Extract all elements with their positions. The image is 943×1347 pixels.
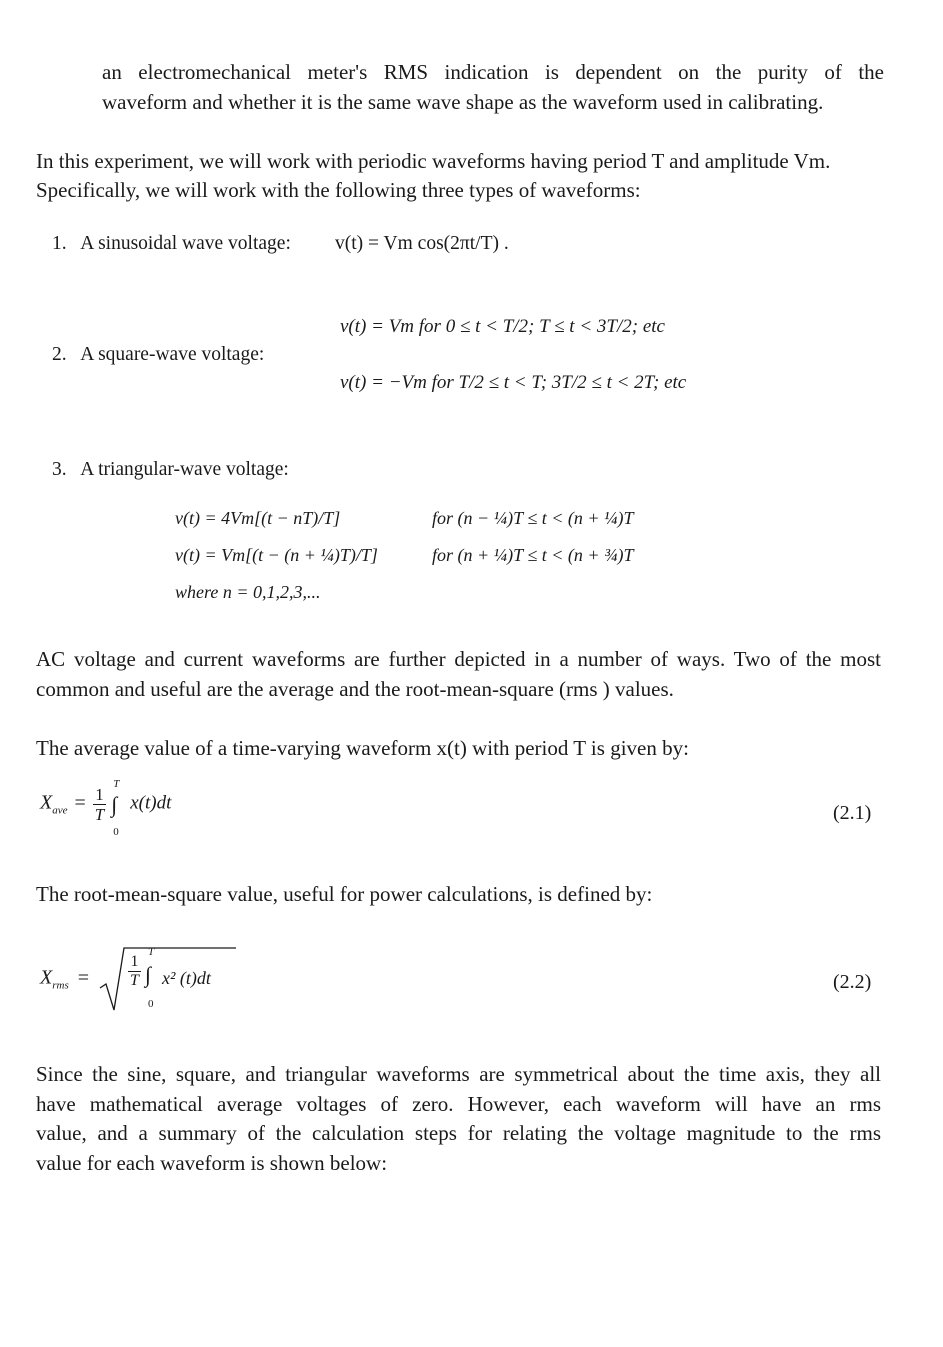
intro-line-2: waveform and whether it is the same wave shape as the waveform used in calibrating. (102, 90, 824, 114)
eq1-fraction: $\frac{1}{T}$ (94, 784, 105, 824)
para5-line-2: have mathematical average voltages of zero. However, each waveform will have an rms (36, 1092, 881, 1116)
eq2-lhs: X (40, 966, 53, 989)
list-number: 1. (52, 233, 67, 254)
eq2-subscript: rms (52, 979, 69, 992)
square-formula-line-1: v(t) = Vm for 0 ≤ t < T/2; T ≤ t < 3T/2; etc (340, 316, 665, 337)
eq1-subscript: ave (52, 804, 68, 817)
para3: The average value of a time-varying waveform x(t) with period T is given by: (36, 736, 689, 760)
list-item-2 (52, 342, 264, 368)
list-label: A square-wave voltage: (80, 344, 265, 365)
para2-line-1: AC voltage and current waveforms are further depicted in a number of ways. Two of the most (36, 647, 881, 671)
list-number: 2. (52, 344, 67, 365)
triangle-formula-1: v(t) = 4Vm[(t − nT)/T] (175, 508, 341, 528)
eq2-integrand: x² (t)dt (162, 968, 211, 988)
list-label: A triangular-wave voltage: (80, 459, 289, 480)
equation-average: $X_{ave}$ = $\frac{1}{T}$ T ∫ 0 x(t)dt (40, 778, 172, 838)
eq2-fraction: $\frac{1}{T}$ (130, 953, 139, 989)
list-item-1 (52, 231, 291, 257)
eq2-number: (2.2) (833, 971, 872, 993)
triangle-condition-1: for (n − ¼)T ≤ t < (n + ¼)T (432, 508, 634, 528)
square-formula-line-2: v(t) = −Vm for T/2 ≤ t < T; 3T/2 ≤ t < 2T; etc (340, 372, 687, 393)
triangle-condition-2: for (n + ¼)T ≤ t < (n + ¾)T (432, 545, 634, 565)
para2-line-2: common and useful are the average and the root-mean-square (rms ) values. (36, 677, 674, 701)
list-item-3 (52, 457, 289, 483)
para1-line-1: In this experiment, we will work with periodic waveforms having period T and amplitude Vm. (36, 149, 831, 173)
integral-symbol: T ∫ 0 (111, 778, 120, 838)
para4: The root-mean-square value, useful for power calculations, is defined by: (36, 882, 653, 906)
list-label: A sinusoidal wave voltage: (80, 233, 291, 254)
equation-rms: $X_{rms}$ = $\frac{1}{T}$ T ∫ 0 x² (t)dt (40, 944, 238, 1024)
intro-line-1: an electromechanical meter's RMS indication is dependent on the purity of the (102, 60, 884, 84)
para5-line-1: Since the sine, square, and triangular waveforms are symmetrical about the time axis, they all (36, 1062, 881, 1086)
triangle-where: where n = 0,1,2,3,... (175, 582, 321, 602)
sqrt-expression: $\frac{1}{T}$ T ∫ 0 x² (t)dt (98, 944, 238, 1014)
para1-line-2: Specifically, we will work with the following three types of waveforms: (36, 178, 641, 202)
eq1-integrand: x(t)dt (130, 792, 172, 814)
eq1-number: (2.1) (833, 802, 872, 824)
para5-line-4: value for each waveform is shown below: (36, 1151, 388, 1175)
sine-formula: v(t) = Vm cos(2πt/T) . (335, 233, 509, 254)
integral-symbol: ∫ (145, 962, 152, 987)
eq1-lhs: X (40, 791, 53, 814)
list-number: 3. (52, 459, 67, 480)
triangle-formula-2: v(t) = Vm[(t − (n + ¼)T)/T] (175, 545, 378, 565)
para5-line-3: value, and a summary of the calculation steps for relating the voltage magnitude to the rms (36, 1121, 881, 1145)
